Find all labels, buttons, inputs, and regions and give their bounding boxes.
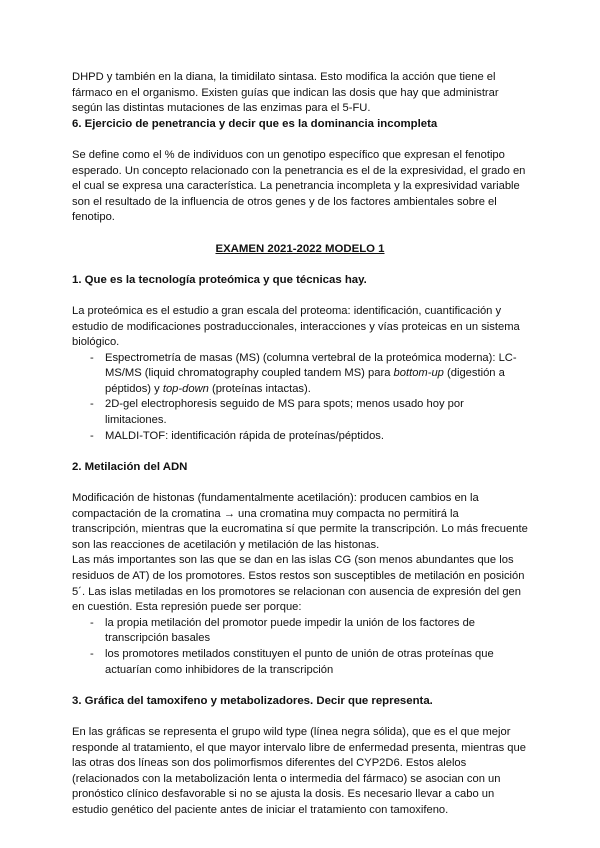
question-2-heading: 2. Metilación del ADN: [72, 460, 188, 473]
ms-text-part: (digestión a péptidos) y: [105, 367, 505, 395]
ms-text-part: Espectrometría de masas (MS) (columna vertebral de la proteómica moderna): LC-MS/MS (liquid chromatography coupled tandem MS) para: [105, 351, 517, 380]
question-2-paragraph-1: Modificación de histonas (fundamentalmente acetilación): producen cambios en la compactación de la cromatina → una cromatina muy compacta no permitirá la transcripción, mientras que la eucromatina sí que permite la transcripción. Lo más frecuente son las reacciones de acetilación y metilación de las histonas.: [72, 492, 528, 551]
question-2-paragraph-2: Las más importantes son las que se dan en las islas CG (son menos abundantes que los residuos de AT) de los promotores. Estos restos son susceptibles de metilación en posición 5´. Las islas metiladas en los promotores se relacionan con ausencia de expresión del gen en cuestión. Esta represión puede ser porque:: [72, 554, 525, 614]
ms-text-part: (proteínas intactas).: [208, 382, 311, 395]
repression-reason-list: [72, 616, 528, 678]
proteomics-technique-list: [72, 351, 528, 445]
list-item: - 2D-gel electrophoresis seguido de MS para spots; menos usado hoy por limitaciones.: [72, 397, 528, 428]
question-6-answer: Se define como el % de individuos con un genotipo específico que expresan el fenotipo esperado. Un concepto relacionado con la penetrancia es el de la expresividad, el grado en el cual se expresa una característica. La penetrancia incompleta y la expresividad variable son el resultado de la influencia de otros genes y de los factores ambientales sobre el fenotipo.: [72, 148, 526, 224]
question-1-intro: La proteómica es el estudio a gran escala del proteoma: identificación, cuantificación y estudio de modificaciones postraduccionales, interacciones y vías proteicas en un sistema biológico.: [72, 304, 520, 349]
question-3-heading: 3. Gráfica del tamoxifeno y metabolizadores. Decir que representa.: [72, 694, 433, 707]
page-content: [72, 70, 528, 819]
list-item: - MALDI-TOF: identificación rápida de proteínas/péptidos.: [72, 429, 528, 445]
question-6-heading: 6. Ejercicio de penetrancia y decir que es la dominancia incompleta: [72, 117, 438, 130]
intro-paragraph: DHPD y también en la diana, la timidilato sintasa. Esto modifica la acción que tiene el fármaco en el organismo. Existen guías que indican las dosis que hay que administrar según las distintas mutaciones de las enzimas para el 5-FU.: [72, 71, 499, 115]
question-3-answer: En las gráficas se representa el grupo wild type (línea negra sólida), que es el que mejor responde al tratamiento, el que mayor intervalo libre de enfermedad presenta, mientras que las otras dos líneas son dos polimorfismos diferentes del CYP2D6. Estos alelos (relacionados con la metabolización lenta o intermedia del fármaco) se asocian con un pronóstico clínico desfavorable si no se ajusta la dosis. Es necesario llevar a cabo un estudio genético del paciente antes de iniciar el tratamiento con tamoxifeno.: [72, 725, 526, 816]
top-down-term: top-down: [162, 382, 209, 395]
question-1-heading: 1. Que es la tecnología proteómica y que técnicas hay.: [72, 273, 367, 286]
list-item: [72, 351, 528, 398]
exam-title: EXAMEN 2021-2022 MODELO 1: [215, 242, 385, 255]
list-item: - los promotores metilados constituyen el punto de unión de otras proteínas que actuarían como inhibidores de la transcripción: [72, 647, 528, 678]
bottom-up-term: bottom-up: [393, 367, 444, 380]
list-item: - la propia metilación del promotor puede impedir la unión de los factores de transcripción basales: [72, 616, 528, 647]
